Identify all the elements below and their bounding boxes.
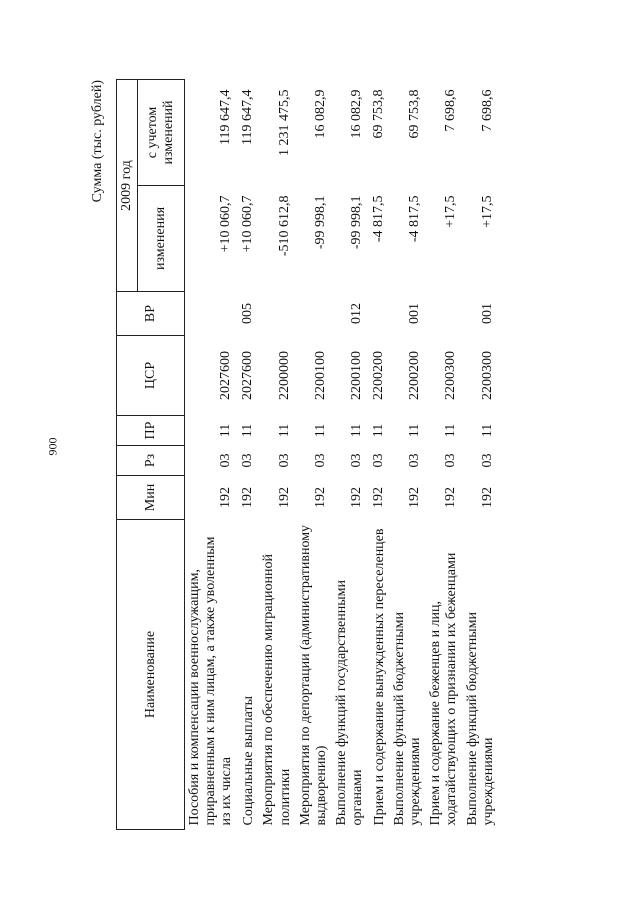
row-rz: 03 (240, 453, 256, 468)
table-row (390, 80, 426, 830)
row-min: 192 (479, 487, 495, 508)
table-row (332, 80, 368, 830)
row-min: 192 (407, 487, 423, 508)
row-pr: 11 (218, 423, 234, 438)
row-name: Выполнение функций государственными органами (333, 580, 365, 826)
table-row (185, 80, 238, 830)
row-change: -4 817,5 (407, 195, 423, 243)
row-pr: 11 (240, 423, 256, 438)
row-total: 119 647,4 (218, 89, 234, 145)
table-row (368, 80, 390, 830)
row-change: +10 060,7 (218, 195, 234, 253)
row-rz: 03 (443, 453, 459, 468)
header-min: Мин (117, 476, 185, 520)
row-rz: 03 (348, 453, 364, 468)
row-csr: 2027600 (218, 351, 234, 400)
row-change: -99 998,1 (312, 195, 328, 250)
row-name: Мероприятия по обеспечению миграционной политики (261, 554, 293, 826)
row-csr: 2200300 (479, 351, 495, 400)
row-csr: 2200200 (371, 351, 387, 400)
row-min: 192 (348, 487, 364, 508)
row-min: 192 (218, 487, 234, 508)
row-change: +17,5 (443, 195, 459, 228)
row-csr: 2200100 (312, 351, 328, 400)
row-min: 192 (276, 487, 292, 508)
row-pr: 11 (371, 423, 387, 438)
row-total: 119 647,4 (240, 89, 256, 145)
row-vr (185, 292, 238, 336)
budget-table (116, 79, 499, 830)
table-row (426, 80, 462, 830)
row-name: Выполнение функций бюджетными учреждениями (392, 612, 424, 826)
row-csr: 2027600 (240, 351, 256, 400)
units-caption: Сумма (тыс. рублей) (90, 80, 105, 203)
row-rz: 03 (218, 453, 234, 468)
header-name: Наименование (117, 520, 185, 830)
row-rz: 03 (407, 453, 423, 468)
rotated-page-content (90, 80, 550, 830)
table-row (259, 80, 295, 830)
row-name: Мероприятия по депортации (административному выдворению) (297, 524, 329, 826)
row-rz: 03 (479, 453, 495, 468)
row-csr: 2200100 (348, 351, 364, 400)
row-change: -4 817,5 (371, 195, 387, 243)
row-vr (259, 292, 295, 336)
row-vr (368, 292, 390, 336)
row-pr: 11 (479, 423, 495, 438)
row-rz: 03 (312, 453, 328, 468)
row-total: 7 698,6 (443, 89, 459, 132)
header-csr: ЦСР (117, 336, 185, 416)
row-total: 69 753,8 (371, 89, 387, 139)
row-name: Пособия и компенсации военнослужащим, приравненным к ним лицам, а также уволенным из их числа (187, 536, 235, 826)
header-pr: ПР (117, 416, 185, 446)
row-name: Прием и содержание беженцев и лиц, ходатайствующих о признании их беженцами (428, 552, 460, 826)
row-csr: 2200000 (276, 351, 292, 400)
row-pr: 11 (443, 423, 459, 438)
row-name: Выполнение функций бюджетными учреждениями (464, 612, 496, 826)
table-row (237, 80, 259, 830)
row-csr: 2200300 (443, 351, 459, 400)
row-change: +17,5 (479, 195, 495, 228)
row-rz: 03 (276, 453, 292, 468)
header-year: 2009 год (117, 80, 138, 292)
table-row (296, 80, 332, 830)
row-total: 16 082,9 (348, 89, 364, 139)
row-vr: 001 (407, 303, 423, 324)
row-csr: 2200200 (407, 351, 423, 400)
row-min: 192 (443, 487, 459, 508)
row-vr: 001 (479, 303, 495, 324)
header-changes: изменения (138, 186, 185, 292)
row-total: 69 753,8 (407, 89, 423, 139)
header-rz: Рз (117, 446, 185, 476)
row-vr (426, 292, 462, 336)
row-min: 192 (240, 487, 256, 508)
row-min: 192 (312, 487, 328, 508)
row-rz: 03 (371, 453, 387, 468)
header-vr: ВР (117, 292, 185, 336)
row-change: -99 998,1 (348, 195, 364, 250)
row-min: 192 (371, 487, 387, 508)
row-pr: 11 (348, 423, 364, 438)
row-pr: 11 (276, 423, 292, 438)
row-name: Прием и содержание вынужденных переселенцев (372, 528, 388, 826)
header-with-changes: с учетом изменений (138, 80, 185, 186)
row-change: -510 612,8 (276, 195, 292, 257)
row-vr: 012 (348, 303, 364, 324)
row-total: 1 231 475,5 (276, 89, 292, 156)
row-vr: 005 (240, 303, 256, 324)
row-vr (296, 292, 332, 336)
row-name: Социальные выплаты (241, 695, 257, 826)
row-total: 16 082,9 (312, 89, 328, 139)
table-row (463, 80, 499, 830)
row-change: +10 060,7 (240, 195, 256, 253)
row-total: 7 698,6 (479, 89, 495, 132)
row-pr: 11 (312, 423, 328, 438)
row-pr: 11 (407, 423, 423, 438)
page-number: 900 (45, 437, 60, 456)
